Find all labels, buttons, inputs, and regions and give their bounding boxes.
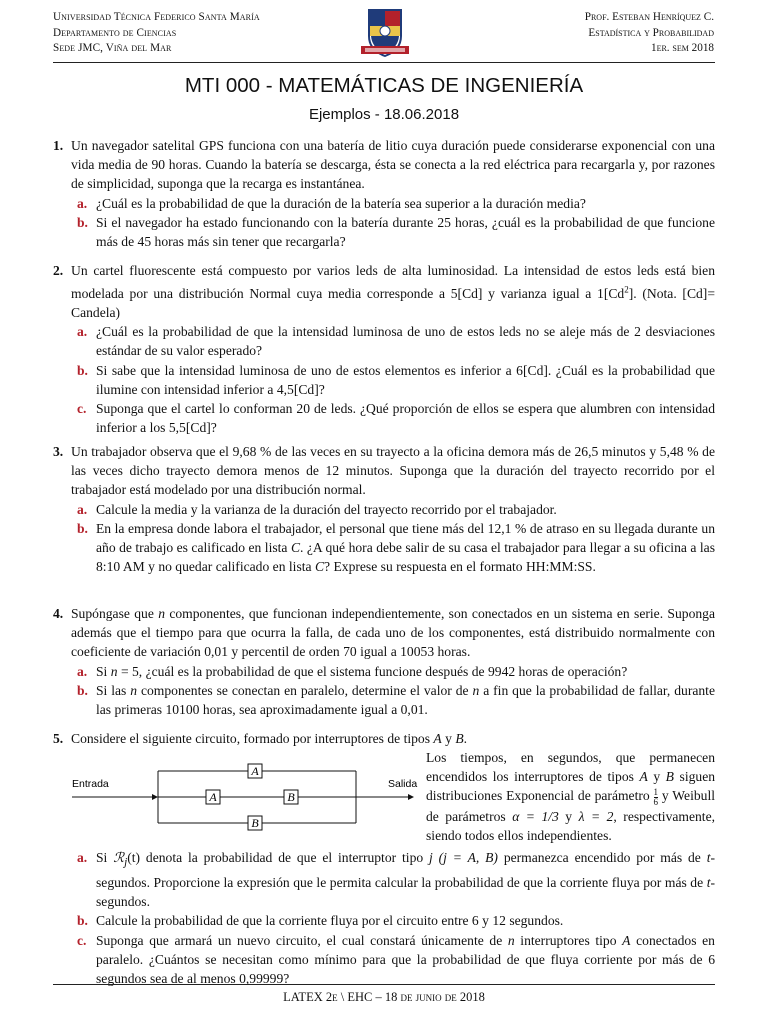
item-letter: a. [77, 501, 88, 517]
problem-item [71, 194, 715, 213]
input-arrow-icon [152, 794, 158, 800]
problem-item [71, 399, 715, 437]
university-crest-icon [357, 6, 413, 58]
item-text: Suponga que el cartel lo conforman 20 de leds. ¿Qué proporción de ellos se espera que alumbren con intensidad inferior a los 5,5[Cd]? [96, 400, 715, 436]
page-subtitle: Ejemplos - 18.06.2018 [308, 106, 460, 123]
problem-item [71, 848, 715, 911]
header-left [53, 10, 260, 57]
problem-1 [53, 136, 715, 251]
problem-statement: Un trabajador observa que el 9,68 % de las veces en su trayecto a la oficina demora más de 26,5 minutos y 5,48 % de las veces dicho trayecto demora menos de 12 minutos. Suponga que la duración del trayecto recorrido por el trabajador está modelado por una distribución normal. [71, 444, 715, 498]
problem-item [71, 361, 715, 399]
problem-statement: Supóngase que n componentes, que funcionan independientemente, son conectados en un sistema en serie. Suponga además que el tiempo para que ocurra la falla, de cada uno de los componentes, está distribuido normalmente con coeficiente de variación 0,01 y percentil de orden 70 igual a 10053 horas. [71, 606, 716, 660]
footer-divider [53, 984, 715, 985]
item-text: Si el navegador ha estado funcionando con la batería durante 25 horas, ¿cuál es la probabilidad de que funcione más de 45 horas más sin tener que recargarla? [96, 214, 715, 250]
problem-number: 5. [53, 731, 64, 746]
header-right [585, 10, 714, 57]
problem-statement: Un cartel fluorescente está compuesto por varios leds de alta luminosidad. La intensidad de estos leds está bien modelada por una distribución Normal cuya media corresponde a 5[Cd] y varianza igual a 1[Cd$^2$]. (Nota. [Cd]= Candela) [71, 263, 716, 320]
problem-4 [53, 604, 715, 719]
item-letter: b. [77, 913, 88, 929]
item-text: Calcule la probabilidad de que la corriente fluya por el circuito entre 6 y 12 segundos. [96, 913, 564, 929]
item-text: ¿Cuál es la probabilidad de que la intensidad luminosa de uno de estos leds no se aleje más de 2 desviaciones estándar de su valor esperado? [96, 324, 715, 359]
page-footer: LATEX 2ε \ EHC – 18 de junio de 2018 [283, 990, 485, 1004]
problem-3 [53, 442, 715, 576]
item-letter: c. [77, 400, 87, 416]
problem-item [71, 500, 715, 519]
header-divider [53, 62, 715, 63]
circuit-diagram [72, 751, 418, 841]
item-text: ¿Cuál es la probabilidad de que la duración de la batería sea superior a la duración media? [96, 195, 586, 211]
item-text: Suponga que armará un nuevo circuito, el cual constará únicamente de n interruptores tipo A conectados en paralelo. ¿Cuántos se necesitan como mínimo para que la probabilidad de que fluya corriente por más de 6 segundos sea de al menos 0,99999? [96, 932, 715, 986]
item-letter: a. [77, 850, 88, 865]
switch-bottom-label: B [251, 816, 259, 830]
problem-item [71, 931, 715, 989]
switch-mid-right-label: B [287, 790, 295, 804]
item-text: Si sabe que la intensidad luminosa de uno de estos elementos es inferior a 6[Cd]. ¿Cuál es la probabilidad que ilumine con intensidad inferior a 4,5[Cd]? [96, 362, 715, 397]
problem-item [71, 662, 715, 681]
problem-number: 1. [53, 138, 64, 153]
item-letter: b. [77, 682, 88, 698]
header-course: Estadística y Probabilidad [588, 26, 714, 39]
output-arrow-icon [408, 794, 414, 800]
fraction: $\frac{1}{6}$ [653, 786, 659, 807]
item-letter: a. [77, 195, 88, 211]
circuit-output-label: Salida [388, 778, 418, 790]
item-text: Calcule la media y la varianza de la duración del trayecto recorrido por el trabajador. [96, 501, 557, 517]
problem-statement: Un navegador satelital GPS funciona con una batería de litio cuya duración puede considerarse exponencial con una vida media de 90 horas. Cuando la batería se descarga, ésta se conecta a la red eléctrica para recargarla y, por razones de simplicidad, suponga que la recarga es instantánea. [71, 138, 715, 192]
header-professor: Prof. Esteban Henríquez C. [584, 11, 714, 23]
problem-item [71, 519, 715, 577]
item-letter: a. [77, 663, 88, 679]
item-letter: c. [77, 932, 87, 948]
problem-item [71, 911, 715, 930]
problem-5 [53, 729, 715, 748]
page-title: MTI 000 - MATEMÁTICAS DE INGENIERÍA [184, 74, 584, 97]
problem-number: 3. [53, 444, 64, 459]
problem-item [71, 213, 715, 251]
item-letter: b. [77, 520, 88, 536]
problem-statement: Considere el siguiente circuito, formado por interruptores de tipos A y B. [71, 731, 468, 746]
item-text: Si ℛ$_j$(t) denota la probabilidad de que el interruptor tipo j (j = A, B) permanezca encendido por más de t-segundos. Proporcione la expresión que le permita calcular la probabilidad de que la corriente fluya por más de t-segundos. [96, 850, 715, 910]
item-text: Si las n componentes se conectan en paralelo, determine el valor de n a fin que la probabilidad de fallar, durante las primeras 10100 horas, sea aproximadamente igual a 0,01. [96, 682, 715, 718]
item-letter: b. [77, 214, 88, 230]
problem-2 [53, 261, 715, 437]
problem-number: 4. [53, 606, 64, 621]
item-text: En la empresa donde labora el trabajador, el personal que tiene más del 12,1 % de atraso en su llegada durante un año de trabajo es calificado en lista C. ¿A qué hora debe salir de su casa el trabajador para llegar a su oficina a las 8:10 AM y no quedar calificado en lista C? Exprese su respuesta en el formato HH:MM:SS. [96, 520, 715, 575]
item-text: Si n = 5, ¿cuál es la probabilidad de que el sistema funcione después de 9942 horas de operación? [96, 663, 628, 679]
problem-item [71, 322, 715, 360]
header-semester: 1er. sem 2018 [650, 42, 714, 54]
problem-5-side-text: Los tiempos, en segundos, que permanecen encendidos los interruptores de tipos A y B siguen distribuciones Exponencial de parámetro $\frac{1}{6}$ y Weibull de parámetros α = 1/3 y λ = 2, respectivamente, siendo todos ellos independientes. [426, 750, 716, 843]
circuit-input-label: Entrada [72, 778, 109, 790]
header-department: Departamento de Ciencias [53, 26, 177, 39]
problem-5-items [53, 848, 715, 988]
problem-item [71, 681, 715, 719]
switch-top-label: A [251, 764, 259, 778]
header-campus: Sede JMC, Viña del Mar [53, 42, 172, 54]
item-letter: a. [77, 324, 88, 340]
item-letter: b. [77, 362, 88, 378]
switch-mid-left-label: A [209, 790, 217, 804]
header-university: Universidad Técnica Federico Santa María [53, 11, 260, 23]
problem-number: 2. [53, 263, 64, 278]
